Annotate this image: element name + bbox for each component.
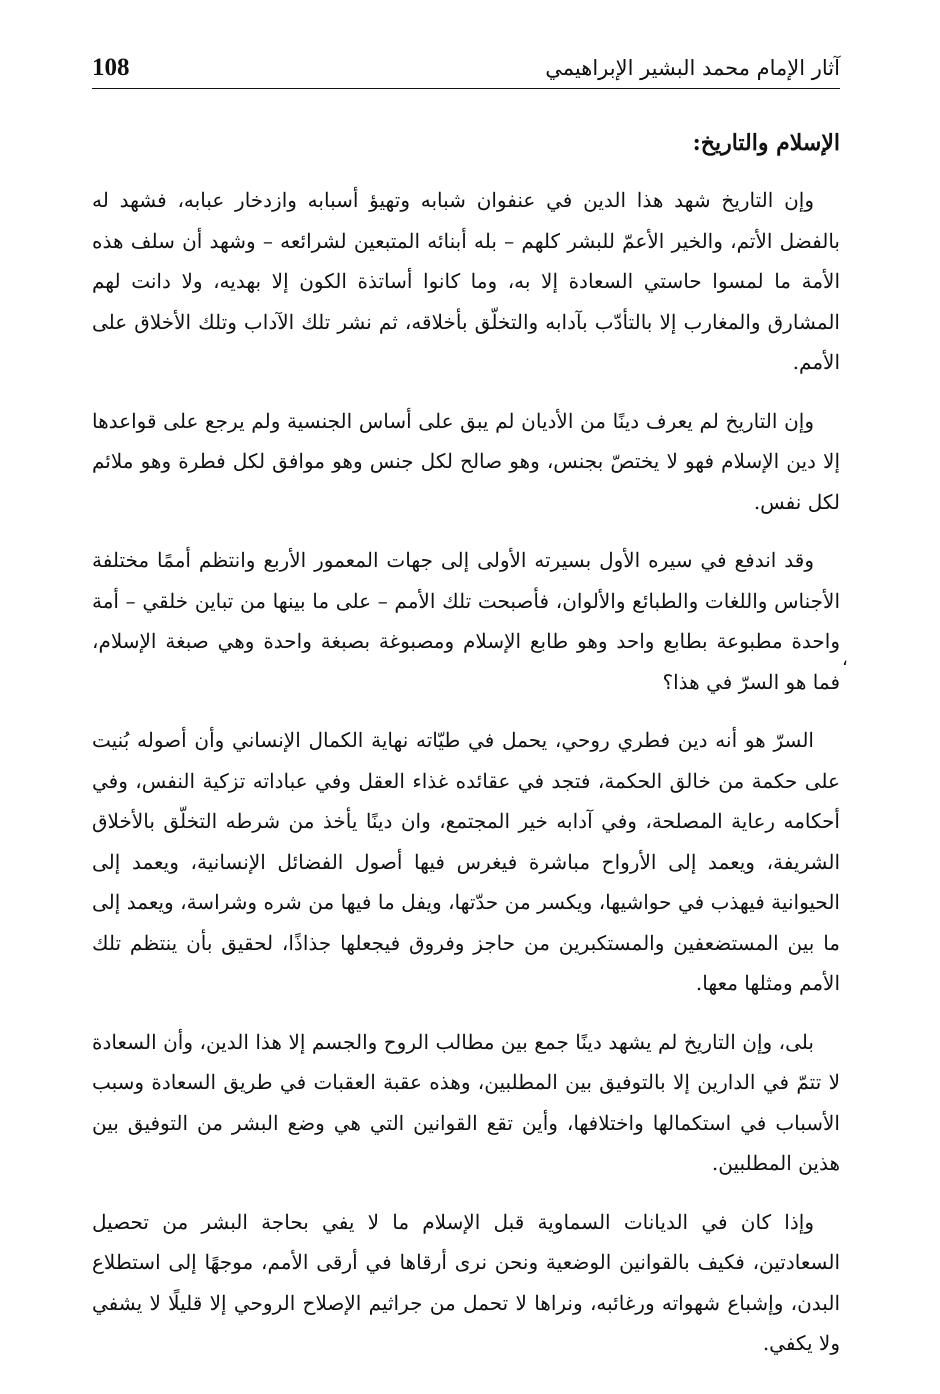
paragraph-5: بلى، وإن التاريخ لم يشهد دينًا جمع بين مطالب الروح والجسم إلا هذا الدين، وأن السعادة لا تتمّ في الدارين إلا بالتوفيق بين المطلبين، وهذه عقبة العقبات في طريق السعادة وسبب الأسباب في استكمالها واختلافها، وأين تقع القوانين التي هي وضع البشر من التوفيق بين هذين المطلبين. [92,1029,840,1175]
margin-mark: ، [842,649,848,670]
paragraph-1: وإن التاريخ شهد هذا الدين في عنفوان شبابه وتهيؤ أسبابه وازدخار عبابه، فشهد له بالفضل الأتم، والخير الأعمّ للبشر كلهم – بله أبنائه المتبعين لشرائعه – وشهد أن سلف هذه الأمة ما لمسوا حاستي السعادة إلا به، وما كانوا أساتذة الكون إلا بهديه، ولا دانت لهم المشارق والمغارب إلا بالتأدّب بآدابه والتخلّق بأخلاقه، ثم نشر تلك الآداب وتلك الأخلاق على الأمم. [92,188,840,374]
paragraph-6: وإذا كان في الديانات السماوية قبل الإسلام ما لا يفي بحاجة البشر من تحصيل السعادتين، فكيف بالقوانين الوضعية ونحن نرى أرقاها في أرقى الأمم، موجهًا إلى استطلاع البدن، وإشباع شهواته ورغائبه، ونراها لا تحمل من جراثيم الإصلاح الروحي إلا قليلًا لا يشفي ولا يكفي. [92,1209,840,1355]
page-body [92,124,840,1382]
section-heading: الإسلام والتاريخ: [692,130,840,156]
paragraph-2: وإن التاريخ لم يعرف دينًا من الأديان لم يبق على أساس الجنسية ولم يرجع على قواعدها إلا دين الإسلام فهو لا يختصّ بجنس، وهو صالح لكل جنس وهو موافق لكل فطرة وهو ملائم لكل نفس. [92,408,840,514]
paragraph-4: السرّ هو أنه دين فطري روحي، يحمل في طيّاته نهاية الكمال الإنساني وأن أصوله بُنيت على حكمة من خالق الحكمة، فتجد في عقائده غذاء العقل وفي عباداته تزكية النفس، وفي أحكامه رعاية المصلحة، وفي آدابه خير المجتمع، وان دينًا يأخذ من شرطه التخلّق بالأخلاق الشريفة، ويعمد إلى الأرواح مباشرة فيغرس فيها أصول الفضائل الإنسانية، ويعمد إلى الحيوانية فيهذب في حواشيها، ويكسر من حدّتها، ويفل ما فيها من شره وشراسة، ويعمد إلى ما بين المستضعفين والمستكبرين من حاجز وفروق فيجعلها جذاذًا، لحقيق بأن ينتظم تلك الأمم ومثلها معها. [92,728,840,995]
running-title: آثار الإمام محمد البشير الإبراهيمي [545,56,840,80]
page-number: 108 [92,54,130,81]
paragraph-3: وقد اندفع في سيره الأول بسيرته الأولى إلى جهات المعمور الأربع وانتظم أممًا مختلفة الأجناس واللغات والطبائع والألوان، فأصبحت تلك الأمم – على ما بينها من تباين خلقي – أمة واحدة مطبوعة بطابع واحد وهو طابع الإسلام ومصبوغة بصبغة واحدة وهي صبغة الإسلام، فما هو السرّ في هذا؟ [92,548,840,694]
header-rule [92,88,840,89]
page-header [92,52,840,88]
